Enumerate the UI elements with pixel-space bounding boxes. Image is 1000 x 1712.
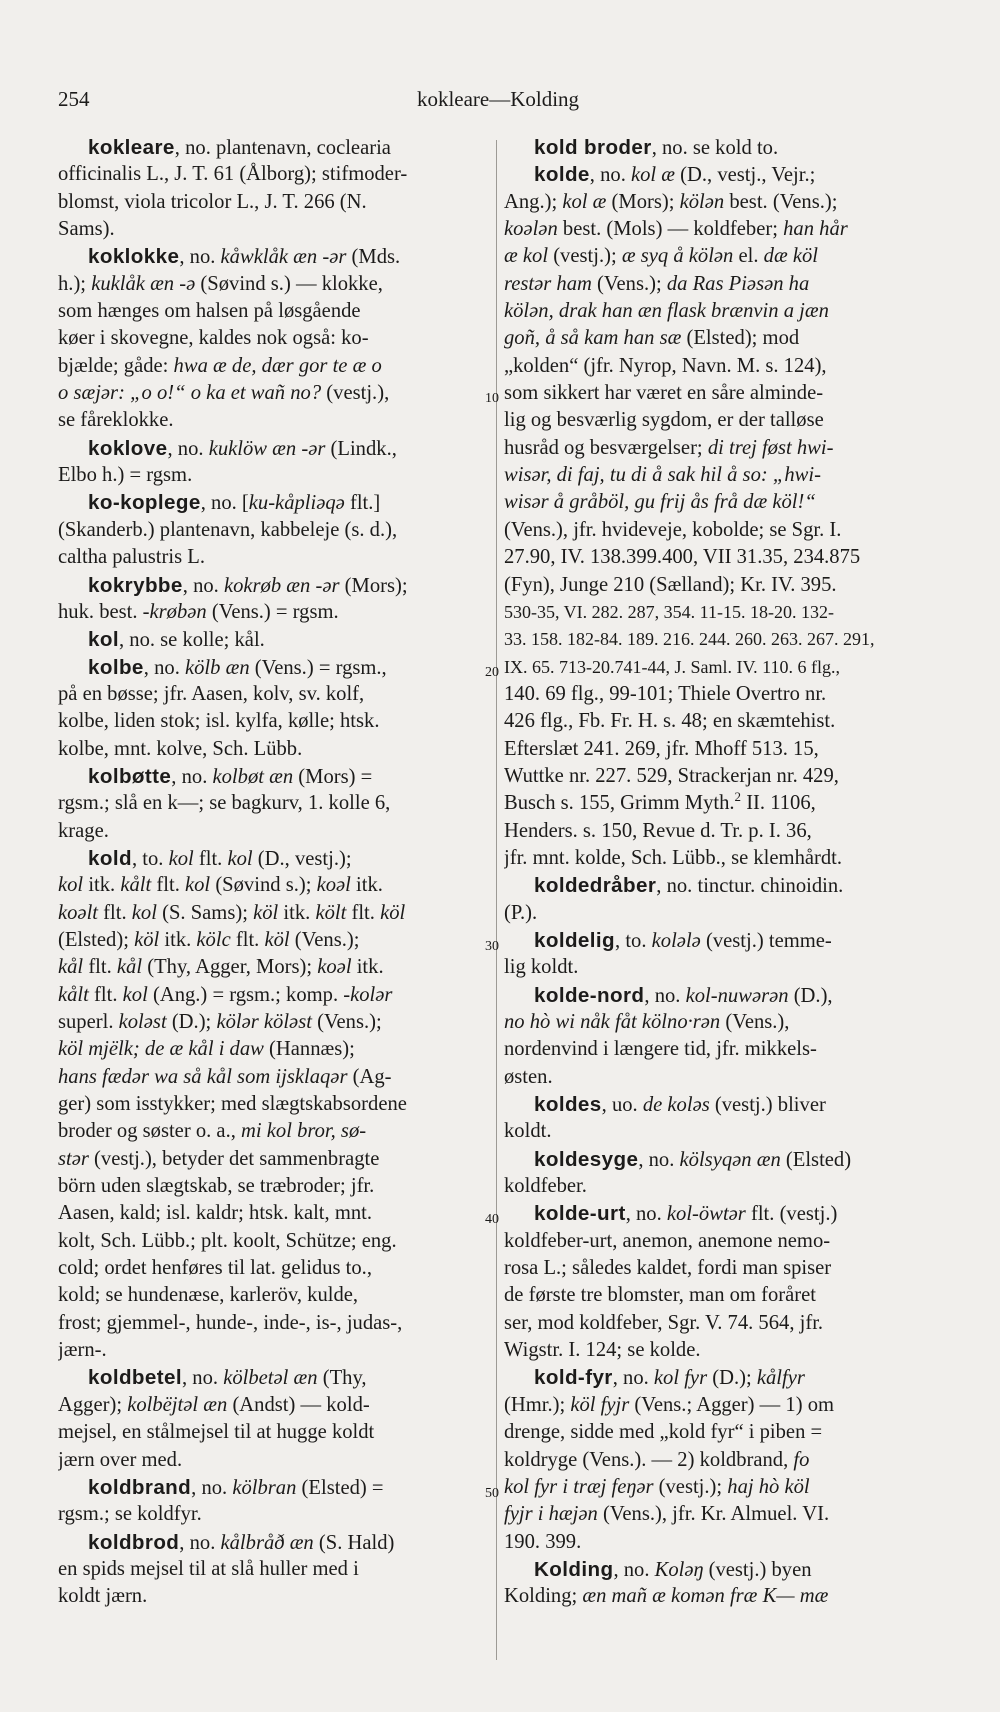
headword: koldesyge <box>534 1147 639 1171</box>
entry-line: Efterslæt 241. 269, jfr. Mhoff 513. 15, <box>504 737 819 760</box>
headword: koldbrod <box>88 1530 180 1554</box>
entry-line: (P.). <box>504 901 538 924</box>
entry-line: Elbo h.) = rgsm. <box>58 464 193 487</box>
entry-line: kolde-nord, no. kol-nuwərən (D.), <box>534 983 833 1007</box>
entry-line: kolde-urt, no. kol-öwtər flt. (vestj.) <box>534 1202 838 1226</box>
headword: koldbetel <box>88 1366 182 1390</box>
entry-line: rosa L.; således kaldet, fordi man spiser <box>504 1257 832 1280</box>
entry-line: koldesyge, no. kölsyqən æn (Elsted) <box>534 1147 852 1171</box>
headword: koklove <box>88 436 168 460</box>
line-number-30: 30 <box>485 939 499 954</box>
entry-line: koəlt flt. kol (S. Sams); köl itk. költ flt. köl <box>58 901 406 924</box>
entry-line: goñ, å så kam han sæ (Elsted); mod <box>504 327 800 350</box>
headword: koldedråber <box>534 874 657 898</box>
entry-line: kålt flt. kol (Ang.) = rgsm.; komp. -kolər <box>58 983 393 1006</box>
entry-line: en spids mejsel til at slå huller med i <box>58 1557 359 1580</box>
headword: koldelig <box>534 928 616 952</box>
entry-line: lig og besværlig sygdom, er der talløse <box>504 409 824 432</box>
entry-line: cold; ordet henføres til lat. gelidus to., <box>58 1257 372 1280</box>
entry-line: koldes, uo. de koləs (vestj.) bliver <box>534 1093 826 1117</box>
line-number-10: 10 <box>485 391 499 406</box>
entry-line: o sæjər: „o o!“ o ka et wañ no? (vestj.), <box>58 382 390 405</box>
entry-line: jfr. mnt. kolde, Sch. Lübb., se klemhårdt. <box>504 846 843 869</box>
entry-line: 33. 158. 182-84. 189. 216. 244. 260. 263. 267. 291, <box>504 629 875 650</box>
entry-line: koələn best. (Mols) — koldfeber; han hår <box>504 218 848 241</box>
headword: kolde <box>534 163 590 187</box>
entry-line: jærn-. <box>58 1339 107 1362</box>
entry-line: Kolding, no. Koləŋ (vestj.) byen <box>534 1557 812 1581</box>
entry-line: superl. koləst (D.); kölər köləst (Vens.); <box>58 1011 382 1033</box>
entry-line: huk. best. -krøbən (Vens.) = rgsm. <box>58 600 339 623</box>
entry-line: kolbe, no. kölb æn (Vens.) = rgsm., <box>88 655 387 679</box>
entry-line: Kolding; æn mañ æ komən fræ K— mæ <box>504 1585 829 1608</box>
entry-line: 27.90, IV. 138.399.400, VII 31.35, 234.875 <box>504 546 861 569</box>
entry-line: kol, no. se kolle; kål. <box>88 628 265 652</box>
headword: kol <box>88 628 119 652</box>
entry-line: h.); kuklåk æn -ə (Søvind s.) — klokke, <box>58 272 383 295</box>
entry-line: IX. 65. 713-20.741-44, J. Saml. IV. 110. 6 flg., <box>504 656 840 677</box>
entry-line: kold; se hundenæse, karleröv, kulde, <box>58 1284 359 1307</box>
headword: kold <box>88 846 132 870</box>
headword: kokrybbe <box>88 573 183 597</box>
page-number: 254 <box>58 87 90 111</box>
entry-line: officinalis L., J. T. 61 (Ålborg); stifmoder- <box>58 163 408 186</box>
entry-line: börn uden slægtskab, se træbroder; jfr. <box>58 1175 375 1198</box>
entry-line: kol itk. kålt flt. kol (Søvind s.); koəl itk. <box>58 874 383 897</box>
entry-line: se fåreklokke. <box>58 409 174 432</box>
entry-line: frost; gjemmel-, hunde-, inde-, is-, judas-, <box>58 1311 403 1334</box>
headword: kokleare <box>88 136 175 159</box>
entry-line: kol fyr i træj feŋər (vestj.); haj hò köl <box>504 1475 810 1498</box>
entry-line: stər (vestj.), betyder det sammenbragte <box>58 1147 380 1170</box>
entry-line: 426 flg., Fb. Fr. H. s. 48; en skæmtehist. <box>504 710 836 733</box>
entry-line: rgsm.; se koldfyr. <box>58 1503 202 1526</box>
entry-line: Aasen, kald; isl. kaldr; htsk. kalt, mnt. <box>58 1202 373 1225</box>
entry-line: kokleare, no. plantenavn, coclearia <box>88 136 391 159</box>
entry-line: de første tre blomster, man om foråret <box>504 1284 816 1307</box>
entry-line: ko-koplege, no. [ku-kåpliəqə flt.] <box>88 491 381 515</box>
headword: koldbrand <box>88 1475 192 1499</box>
column-divider <box>496 140 497 1660</box>
entry-line: kolbe, liden stok; isl. kylfa, kølle; htsk. <box>58 710 380 733</box>
entry-line: ser, mod koldfeber, Sgr. V. 74. 564, jfr. <box>504 1311 824 1334</box>
entry-line: som hænges om halsen på løsgående <box>58 300 361 323</box>
headword: ko-koplege <box>88 491 201 515</box>
entry-line: (Hmr.); köl fyjr (Vens.; Agger) — 1) om <box>504 1393 835 1416</box>
entry-line: Ang.); kol æ (Mors); kölən best. (Vens.); <box>504 190 838 213</box>
entry-line: koldedråber, no. tinctur. chinoidin. <box>534 874 844 898</box>
entry-line: (Fyn), Junge 210 (Sælland); Kr. IV. 395. <box>504 573 837 596</box>
entry-line: jærn over med. <box>58 1448 183 1471</box>
entry-line: Wigstr. I. 124; se kolde. <box>504 1339 701 1362</box>
entry-line: kolt, Sch. Lübb.; plt. koolt, Schütze; eng. <box>58 1229 397 1252</box>
entry-line: (Skanderb.) plantenavn, kabbeleje (s. d.), <box>58 518 398 541</box>
entry-line: husråd og besværgelser; di trej føst hwi- <box>504 436 834 459</box>
entry-line: bjælde; gåde: hwa æ de, dær gor te æ o <box>58 354 382 377</box>
entry-line: Sams). <box>58 218 115 241</box>
headword: kold-fyr <box>534 1366 613 1390</box>
entry-line: hans fædər wa så kål som ijsklaqər (Ag- <box>58 1065 392 1088</box>
entry-line: kolbøtte, no. kolbøt æn (Mors) = <box>88 764 373 788</box>
entry-line: broder og søster o. a., mi kol bror, sø- <box>58 1120 367 1143</box>
entry-line: koldt jærn. <box>58 1585 148 1608</box>
entry-line: koldbetel, no. kölbetəl æn (Thy, <box>88 1366 367 1390</box>
headword: kolbe <box>88 655 144 679</box>
entry-line: (Vens.), jfr. hvideveje, kobolde; se Sgr. I. <box>504 518 842 541</box>
entry-line: 190. 399. <box>504 1530 582 1553</box>
page-header <box>58 84 938 114</box>
headword: kolde-nord <box>534 983 645 1007</box>
entry-line: som sikkert har været en såre alminde- <box>504 382 824 405</box>
entry-line: koldt. <box>504 1120 552 1143</box>
headword: kolbøtte <box>88 764 172 788</box>
entry-line: kold-fyr, no. kol fyr (D.); kålfyr <box>534 1366 805 1390</box>
entry-line: wisər å gråböl, gu frij ås frå dæ köl!“ <box>504 491 816 514</box>
headword: koldes <box>534 1093 602 1117</box>
entry-line: wisər, di faj, tu di å sak hil å so: „hwi- <box>504 464 821 487</box>
entry-line: Wuttke nr. 227. 529, Strackerjan nr. 429, <box>504 764 839 787</box>
headword: koklokke <box>88 245 180 269</box>
entry-line: no hò wi nåk fåt kölno·rən (Vens.), <box>504 1011 790 1033</box>
entry-line: blomst, viola tricolor L., J. T. 266 (N. <box>58 190 367 213</box>
entry-line: kold broder, no. se kold to. <box>534 136 779 159</box>
headword: kolde-urt <box>534 1202 626 1226</box>
entry-line: köl mjëlk; de æ kål i daw (Hannæs); <box>58 1038 355 1061</box>
entry-line: kokrybbe, no. kokrøb æn -ər (Mors); <box>88 573 408 597</box>
line-number-20: 20 <box>485 665 499 680</box>
entry-line: koldryge (Vens.). — 2) koldbrand, fo <box>504 1448 810 1471</box>
line-number-50: 50 <box>485 1486 499 1501</box>
entry-line: „kolden“ (jfr. Nyrop, Navn. M. s. 124), <box>504 354 827 377</box>
headword: kold broder <box>534 136 652 159</box>
running-head: kokleare—Kolding <box>416 87 580 111</box>
entry-line: kolbe, mnt. kolve, Sch. Lübb. <box>58 737 303 760</box>
entry-line: østen. <box>504 1065 553 1088</box>
entry-line: 140. 69 flg., 99-101; Thiele Overtro nr. <box>504 682 827 705</box>
left-column <box>58 134 482 1611</box>
entry-line: koldfeber-urt, anemon, anemone nemo- <box>504 1229 831 1252</box>
entry-line: køer i skovegne, kaldes nok også: ko- <box>58 327 369 350</box>
entry-line: koldfeber. <box>504 1175 587 1198</box>
entry-line: Henders. s. 150, Revue d. Tr. p. I. 36, <box>504 819 812 842</box>
entry-line: på en bøsse; jfr. Aasen, kolv, sv. kolf, <box>58 682 365 705</box>
entry-line: nordenvind i længere tid, jfr. mikkels- <box>504 1038 817 1061</box>
entry-line: kölən, drak han æn flask brænvin a jæn <box>504 300 829 323</box>
entry-line: koldbrod, no. kålbråð æn (S. Hald) <box>88 1530 395 1554</box>
entry-line: (Elsted); köl itk. kölc flt. köl (Vens.); <box>58 928 360 951</box>
entry-line: æ kol (vestj.); æ syq å kölən el. dæ köl <box>504 245 819 268</box>
entry-line: drenge, sidde med „kold fyr“ i piben = <box>504 1421 823 1444</box>
headword: Kolding <box>534 1557 614 1581</box>
entry-line: koklove, no. kuklöw æn -ər (Lindk., <box>88 436 397 460</box>
line-number-40: 40 <box>485 1212 499 1227</box>
entry-line: restər ham (Vens.); da Ras Piəsən ha <box>504 272 810 295</box>
entry-line: krage. <box>58 819 109 842</box>
entry-line: mejsel, en stålmejsel til at hugge koldt <box>58 1421 375 1444</box>
entry-line: koldbrand, no. kölbran (Elsted) = <box>88 1475 384 1499</box>
entry-line: lig koldt. <box>504 956 579 979</box>
entry-line: kold, to. kol flt. kol (D., vestj.); <box>88 846 352 870</box>
right-column <box>504 134 946 1611</box>
entry-line: koldelig, to. kolələ (vestj.) temme- <box>534 928 832 952</box>
entry-line: Agger); kolbëjtəl æn (Andst) — kold- <box>58 1393 370 1416</box>
entry-line: fyjr i hæjən (Vens.), jfr. Kr. Almuel. VI. <box>504 1503 830 1526</box>
entry-line: kål flt. kål (Thy, Agger, Mors); koəl itk. <box>58 956 384 979</box>
entry-line: caltha palustris L. <box>58 546 205 569</box>
entry-line: Busch s. 155, Grimm Myth.$^2$ II. 1106, <box>504 790 816 815</box>
entry-line: 530-35, VI. 282. 287, 354. 11-15. 18-20. 132- <box>504 601 834 622</box>
entry-line: ger) som isstykker; med slægtskabsordene <box>58 1093 407 1116</box>
entry-line: kolde, no. kol æ (D., vestj., Vejr.; <box>534 163 816 187</box>
entry-line: koklokke, no. kåwklåk æn -ər (Mds. <box>88 245 401 269</box>
entry-line: rgsm.; slå en k—; se bagkurv, 1. kolle 6, <box>58 792 391 815</box>
